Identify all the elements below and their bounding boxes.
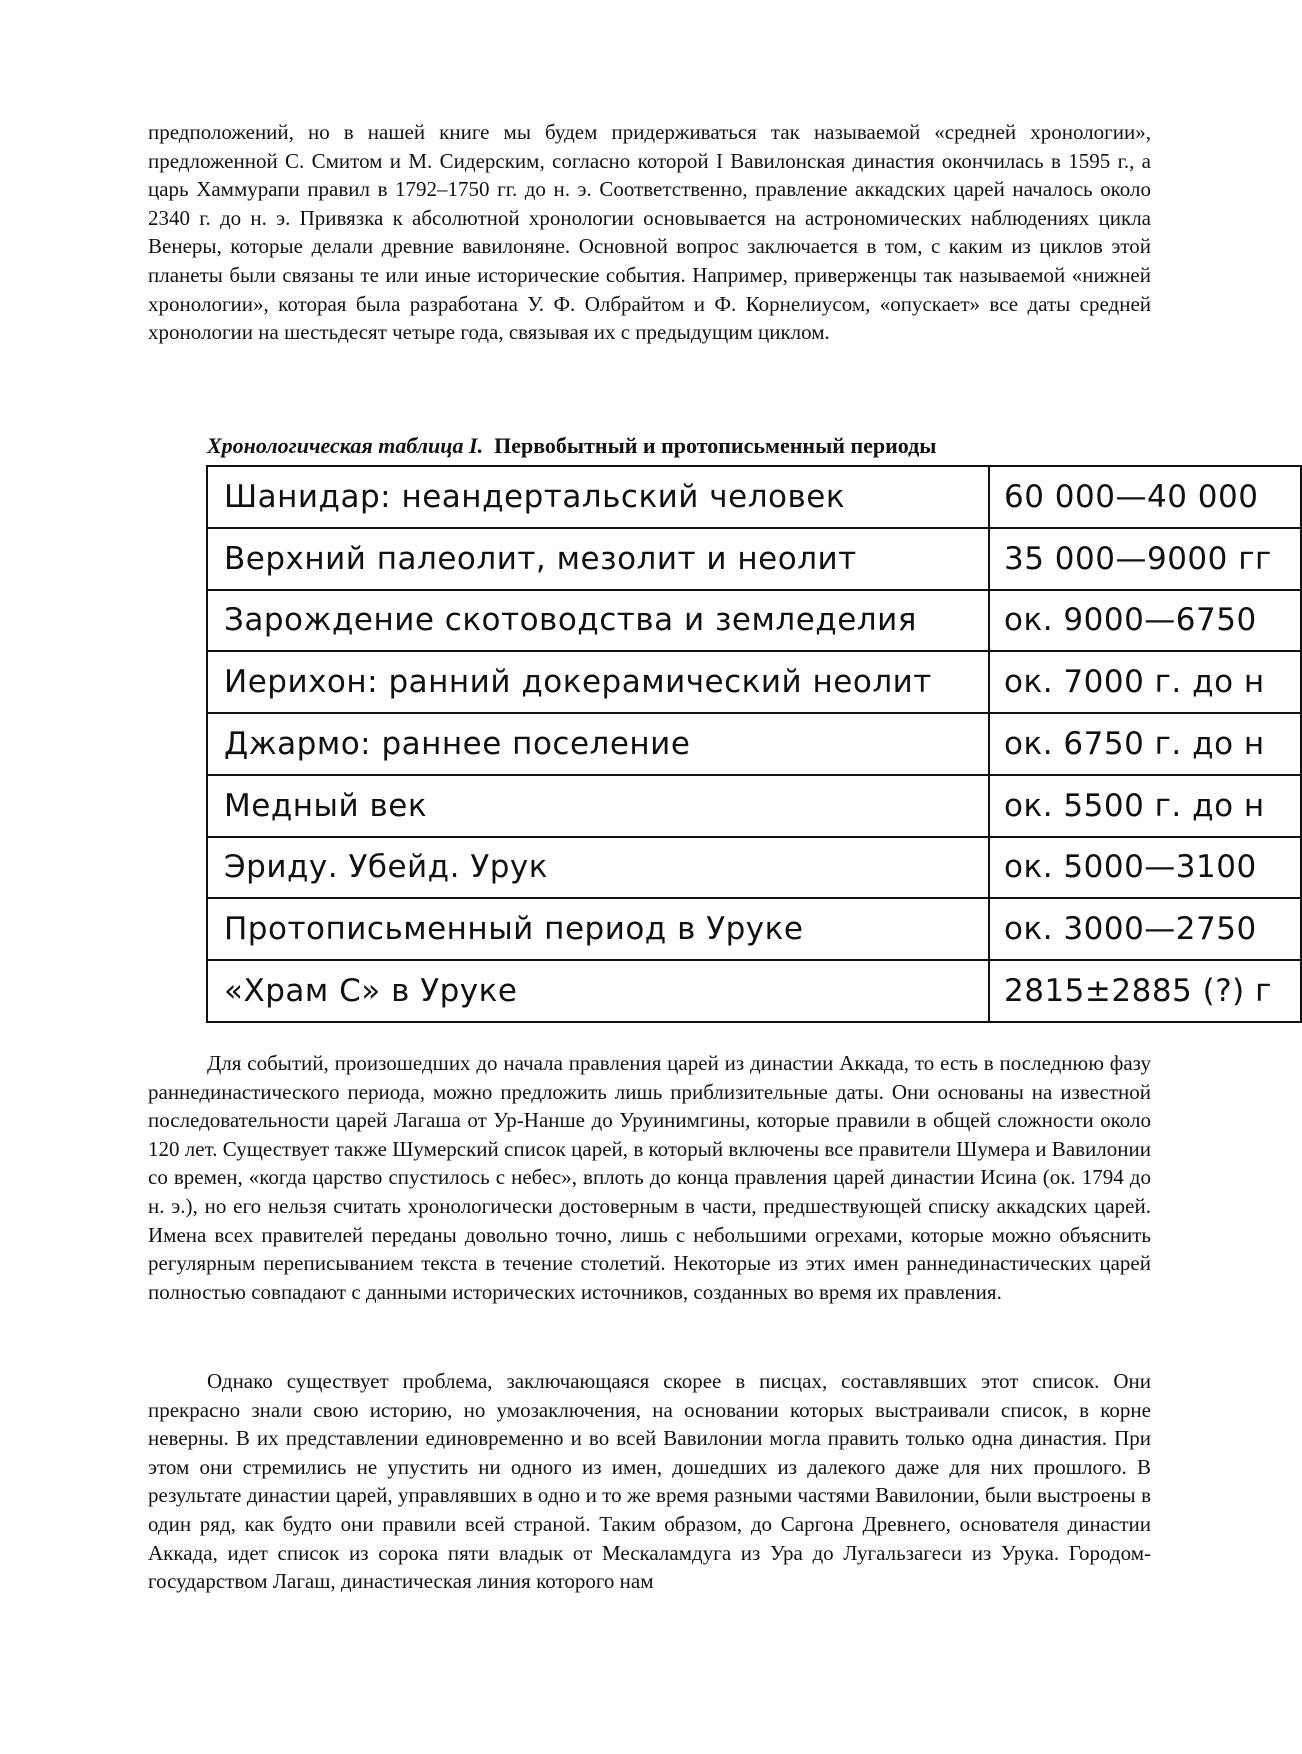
table-row [207,960,1301,1022]
event-cell: Шанидар: неандертальский человек [207,466,989,528]
body-paragraph-3: Однако существует проблема, заключающаяся скорее в писцах, составлявших этот список. Они прекрасно знали свою историю, но умозаключения, на основании которых выстраивали список, в корне неверны. В их представлении единовременно и во всей Вавилонии могла править только одна династия. При этом они стремились не упустить ни одного из имен, дошедших из далекого даже для них прошлого. В результате династии царей, управлявших в одно и то же время разными частями Вавилонии, были выстроены в один ряд, как будто они правили всей страной. Таким образом, до Саргона Древнего, основателя династии Аккада, идет список из сорока пяти владык от Мескаламдуга из Ура до Лугальзагеси из Урука. Городом-государством Лагаш, династическая линия которого нам [148,1369,1151,1594]
table-row [207,528,1301,590]
event-cell: Зарождение скотоводства и земледелия [207,590,989,652]
body-paragraph-2: Для событий, произошедших до начала правления царей из династии Аккада, то есть в последнюю фазу раннединастического периода, можно предложить лишь приблизительные даты. Они основаны на известной последовательности царей Лагаша от Ур-Нанше до Уруинимгины, которые правили в общей сложности около 120 лет. Существует также Шумерский список царей, в который включены все правители Шумера и Вавилонии со времен, «когда царство спустилось с небес», вплоть до конца правления царей династии Исина (ок. 1794 до н. э.), но его нельзя считать хронологически достоверным в части, предшествующей списку аккадских царей. Имена всех правителей переданы довольно точно, лишь с небольшими огрехами, которые можно объяснить регулярным переписыванием текста в течение столетий. Некоторые из этих имен раннединастических царей полностью совпадают с данными исторических источников, созданных во время их правления. [148,1051,1151,1304]
table-caption [207,433,936,459]
date-cell: ок. 7000 г. до н [989,651,1301,713]
event-cell: Эриду. Убейд. Урук [207,837,989,899]
table-row [207,837,1301,899]
table-caption-title: Первобытный и протописьменный периоды [494,433,937,458]
body-paragraph-1: предположений, но в нашей книге мы будем придерживаться так называемой «средней хронологии», предложенной С. Смитом и М. Сидерским, согласно которой I Вавилонская династия окончилась в 1595 г., а царь Хаммурапи правил в 1792–1750 гг. до н. э. Соответственно, правление аккадских царей началось около 2340 г. до н. э. Привязка к абсолютной хронологии основывается на астрономических наблюдениях цикла Венеры, которые делали древние вавилоняне. Основной вопрос заключается в том, с каким из циклов этой планеты были связаны те или иные исторические события. Например, приверженцы так называемой «нижней хронологии», которая была разработана У. Ф. Олбрайтом и Ф. Корнелиусом, «опускает» все даты средней хронологии на шестьдесят четыре года, связывая их с предыдущим циклом. [148,120,1151,345]
date-cell: 35 000—9000 гг [989,528,1301,590]
event-cell: Медный век [207,775,989,837]
date-cell: ок. 6750 г. до н [989,713,1301,775]
table-row [207,898,1301,960]
date-cell: ок. 5000—3100 [989,837,1301,899]
date-cell: 2815±2885 (?) г [989,960,1301,1022]
date-cell: ок. 3000—2750 [989,898,1301,960]
event-cell: Верхний палеолит, мезолит и неолит [207,528,989,590]
event-cell: Протописьменный период в Уруке [207,898,989,960]
table-row [207,651,1301,713]
event-cell: Иерихон: ранний докерамический неолит [207,651,989,713]
table-row [207,590,1301,652]
chronology-table [206,465,1302,1023]
table-row [207,713,1301,775]
date-cell: ок. 9000—6750 [989,590,1301,652]
table-row [207,466,1301,528]
table-caption-number: Хронологическая таблица I. [207,433,484,458]
event-cell: «Храм С» в Уруке [207,960,989,1022]
date-cell: ок. 5500 г. до н [989,775,1301,837]
event-cell: Джармо: раннее поселение [207,713,989,775]
table-row [207,775,1301,837]
date-cell: 60 000—40 000 [989,466,1301,528]
